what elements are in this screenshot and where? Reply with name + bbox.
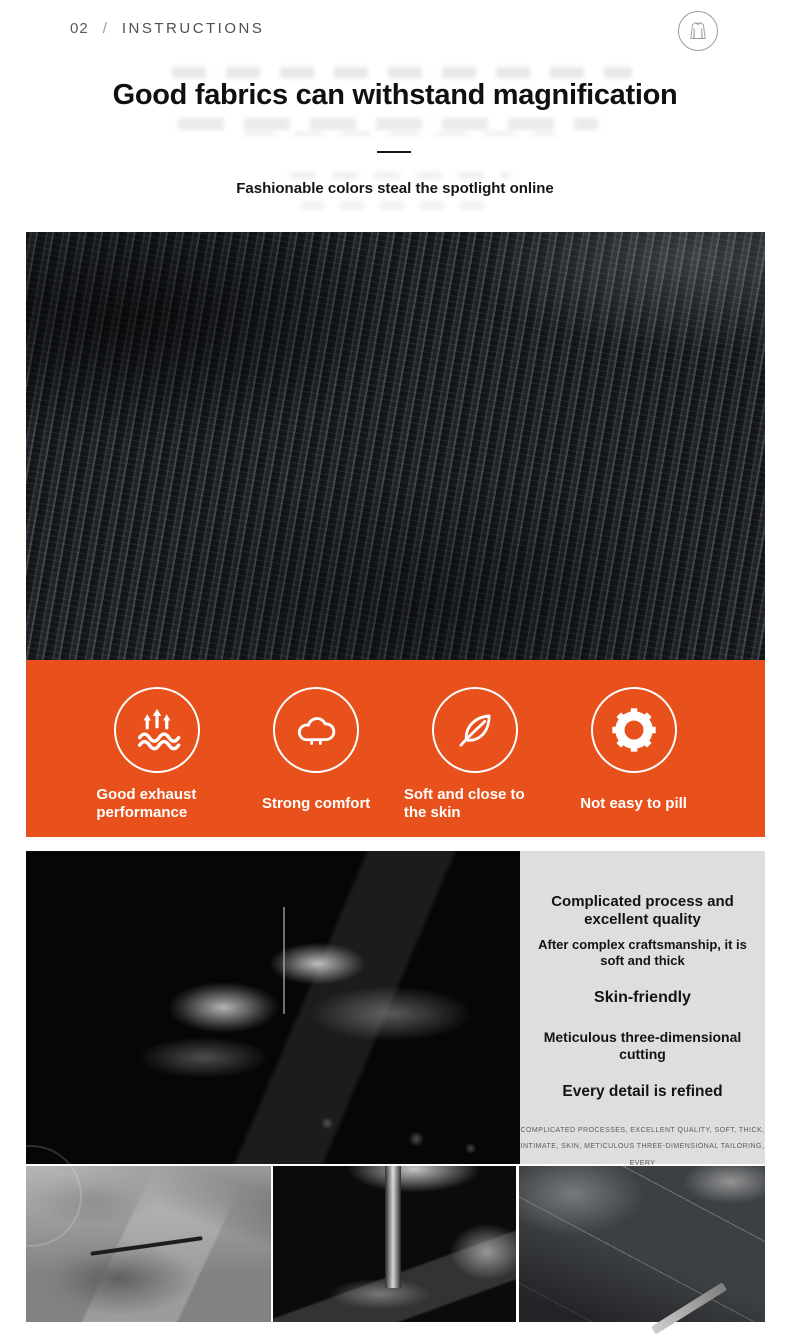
section-header xyxy=(70,20,264,37)
quality-line-2: Skin-friendly xyxy=(594,989,691,1007)
feature-label: Good exhaust performance xyxy=(96,786,197,821)
fabric-closeup-image xyxy=(26,232,765,660)
feature-label: Strong comfort xyxy=(261,795,371,812)
ghost-text-smudge xyxy=(245,131,555,137)
quality-heading: Complicated process and excellent quality xyxy=(551,893,734,928)
brand-badge xyxy=(678,11,718,51)
feature-label: Soft and close to the skin xyxy=(403,786,525,821)
leather-cutting-image xyxy=(519,1166,765,1322)
feature-no-pilling xyxy=(554,687,713,823)
feature-breathability xyxy=(78,687,237,823)
cotton-cloud-icon xyxy=(273,687,359,773)
marker-pen-shape xyxy=(90,1236,202,1256)
sewing-machine-image xyxy=(26,851,520,1164)
needle-bar-shape xyxy=(385,1166,401,1288)
leaf-icon xyxy=(432,687,518,773)
feature-softness xyxy=(396,687,555,823)
ghost-text-smudge xyxy=(290,172,510,179)
ghost-text-smudge xyxy=(178,118,598,130)
ghost-text-smudge xyxy=(300,202,500,209)
needle-highlight xyxy=(283,907,285,1013)
feature-band xyxy=(26,660,765,837)
page-subtitle: Fashionable colors steal the spotlight online xyxy=(236,180,554,197)
page-title: Good fabrics can withstand magnification xyxy=(112,79,678,111)
quality-panel xyxy=(520,851,765,1167)
quality-line-1: After complex craftsmanship, it is soft and thick xyxy=(538,937,747,968)
gear-icon xyxy=(591,687,677,773)
title-divider xyxy=(377,151,411,153)
section-label: INSTRUCTIONS xyxy=(121,20,265,37)
section-number: 02 xyxy=(70,20,89,37)
fineprint-line: INTIMATE, SKIN, METICULOUS THREE-DIMENSIONAL TAILORING, EVERY xyxy=(520,1143,765,1167)
ghost-text-smudge xyxy=(172,67,632,78)
header-slash: / xyxy=(102,20,108,37)
pattern-drawing-image xyxy=(26,1166,271,1322)
fineprint-line: COMPLICATED PROCESSES, EXCELLENT QUALITY, SOFT, THICK, xyxy=(520,1126,765,1134)
feature-label: Not easy to pill xyxy=(580,795,687,812)
quality-line-4: Every detail is refined xyxy=(562,1082,723,1100)
needle-closeup-image xyxy=(273,1166,516,1322)
quality-line-3: Meticulous three-dimensional cutting xyxy=(543,1029,742,1062)
sweater-icon xyxy=(686,19,710,43)
cutting-knife-shape xyxy=(651,1282,727,1334)
feature-comfort xyxy=(237,687,396,823)
breathe-arrows-waves-icon xyxy=(114,687,200,773)
